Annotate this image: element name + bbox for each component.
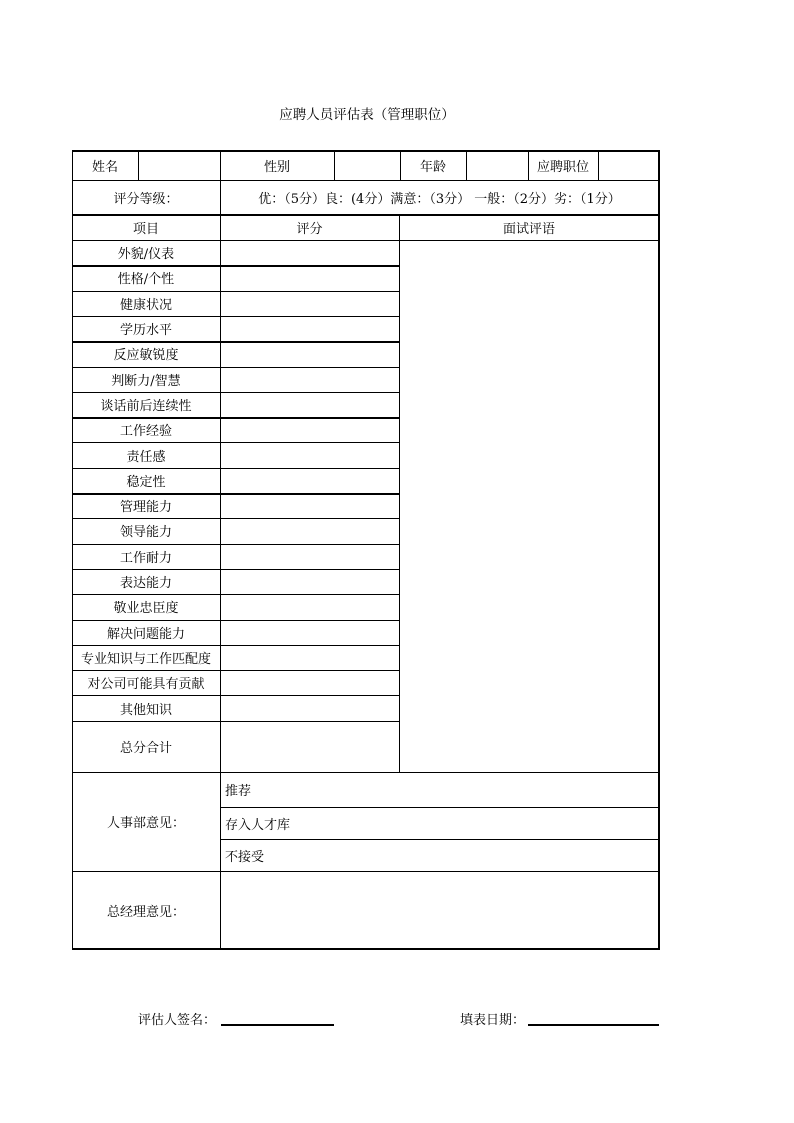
table-rule: [220, 807, 659, 808]
table-rule: [138, 150, 139, 180]
table-rule: [72, 468, 399, 469]
item-row-label: 健康状况: [119, 297, 172, 313]
grading-label: 评分等级：: [113, 191, 179, 207]
item-row-label: 敬业忠臣度: [113, 601, 179, 617]
item-score-field[interactable]: [220, 493, 399, 518]
table-rule: [72, 948, 660, 950]
position-field[interactable]: [598, 150, 659, 180]
name-field[interactable]: [138, 150, 220, 180]
item-score-field[interactable]: [220, 670, 399, 695]
table-rule: [220, 150, 221, 180]
item-score-field[interactable]: [220, 240, 399, 265]
table-rule: [72, 240, 659, 241]
item-row-label: 表达能力: [119, 576, 172, 592]
table-rule: [72, 695, 399, 696]
form-title: 应聘人员评估表（管理职位）: [279, 107, 455, 123]
gender-field[interactable]: [334, 150, 400, 180]
item-score-field[interactable]: [220, 265, 399, 290]
item-row-label: 判断力/智慧: [111, 373, 181, 389]
table-rule: [72, 316, 399, 317]
table-rule: [72, 214, 659, 216]
table-rule: [72, 544, 399, 545]
table-rule: [72, 392, 399, 393]
item-score-field[interactable]: [220, 695, 399, 720]
table-rule: [72, 721, 399, 722]
item-row-label: 反应敏锐度: [113, 348, 179, 364]
table-rule: [400, 150, 401, 180]
item-row-label: 领导能力: [119, 525, 172, 541]
item-row-label: 解决问题能力: [106, 626, 185, 642]
item-row-label: 工作经验: [119, 424, 172, 440]
table-rule: [658, 150, 660, 949]
hr-option-reject[interactable]: 不接受: [225, 849, 265, 865]
item-score-field[interactable]: [220, 544, 399, 569]
item-row-label: 学历水平: [119, 323, 172, 339]
total-label: 总分合计: [119, 741, 172, 756]
interview-comments-area[interactable]: [399, 240, 659, 772]
item-score-field[interactable]: [220, 316, 399, 341]
table-rule: [220, 772, 221, 949]
table-rule: [72, 569, 399, 570]
item-row-label: 工作耐力: [119, 550, 172, 566]
date-label: 填表日期：: [460, 1013, 526, 1028]
item-row-label: 其他知识: [119, 702, 172, 718]
table-rule: [72, 417, 399, 419]
position-label: 应聘职位: [536, 159, 589, 175]
evaluation-form-table: [72, 150, 659, 949]
table-rule: [72, 493, 399, 495]
gender-label: 性别: [263, 159, 290, 175]
score-column-header: 评分: [296, 221, 323, 237]
age-field[interactable]: [466, 150, 528, 180]
hr-opinion-label: 人事部意见：: [106, 816, 185, 831]
table-rule: [72, 871, 659, 872]
hr-option-talent-pool[interactable]: 存入人才库: [225, 817, 291, 833]
item-score-field[interactable]: [220, 341, 399, 366]
evaluator-signature-label: 评估人签名：: [138, 1013, 217, 1028]
total-score-field[interactable]: [220, 721, 399, 772]
table-rule: [72, 150, 73, 949]
table-rule: [72, 150, 659, 152]
table-rule: [598, 150, 599, 180]
table-rule: [220, 180, 221, 214]
table-rule: [72, 291, 399, 292]
table-rule: [72, 265, 399, 267]
table-rule: [72, 620, 399, 621]
item-score-field[interactable]: [220, 367, 399, 392]
item-score-field[interactable]: [220, 468, 399, 493]
table-rule: [334, 150, 335, 180]
table-rule: [466, 150, 467, 180]
table-rule: [72, 341, 399, 343]
item-row-label: 专业知识与工作匹配度: [80, 651, 211, 667]
table-rule: [72, 594, 399, 595]
table-rule: [528, 150, 529, 180]
item-score-field[interactable]: [220, 594, 399, 619]
item-score-field[interactable]: [220, 291, 399, 316]
table-rule: [220, 839, 659, 840]
table-rule: [399, 214, 400, 772]
item-row-label: 谈话前后连续性: [100, 398, 192, 414]
item-score-field[interactable]: [220, 417, 399, 442]
item-score-field[interactable]: [220, 442, 399, 467]
item-row-label: 责任感: [126, 449, 166, 465]
item-row-label: 外貌/仪表: [117, 247, 175, 263]
item-row-label: 性格/个性: [117, 272, 175, 288]
gm-opinion-field[interactable]: [220, 871, 659, 949]
item-row-label: 管理能力: [119, 500, 172, 516]
gm-opinion-label: 总经理意见：: [106, 904, 185, 920]
name-label: 姓名: [91, 159, 118, 175]
grading-scale: 优：（5分）良：(4分）满意：（3分） 一般：（2分）劣：（1分）: [258, 191, 621, 207]
table-rule: [72, 645, 399, 646]
table-rule: [72, 772, 659, 773]
item-score-field[interactable]: [220, 392, 399, 417]
table-rule: [72, 442, 399, 443]
item-score-field[interactable]: [220, 518, 399, 543]
item-row-label: 对公司可能具有贡献: [87, 677, 205, 693]
comments-column-header: 面试评语: [502, 221, 555, 237]
age-label: 年龄: [419, 159, 446, 175]
item-row-label: 稳定性: [126, 474, 166, 490]
item-column-header: 项目: [132, 221, 159, 237]
table-rule: [72, 367, 399, 368]
item-score-field[interactable]: [220, 645, 399, 670]
item-score-field[interactable]: [220, 620, 399, 645]
table-rule: [72, 180, 659, 181]
evaluator-signature-line[interactable]: [221, 1024, 334, 1026]
hr-option-recommend[interactable]: 推荐: [225, 784, 252, 799]
table-rule: [72, 518, 399, 519]
item-score-field[interactable]: [220, 569, 399, 594]
date-line[interactable]: [528, 1024, 659, 1026]
table-rule: [72, 670, 399, 671]
